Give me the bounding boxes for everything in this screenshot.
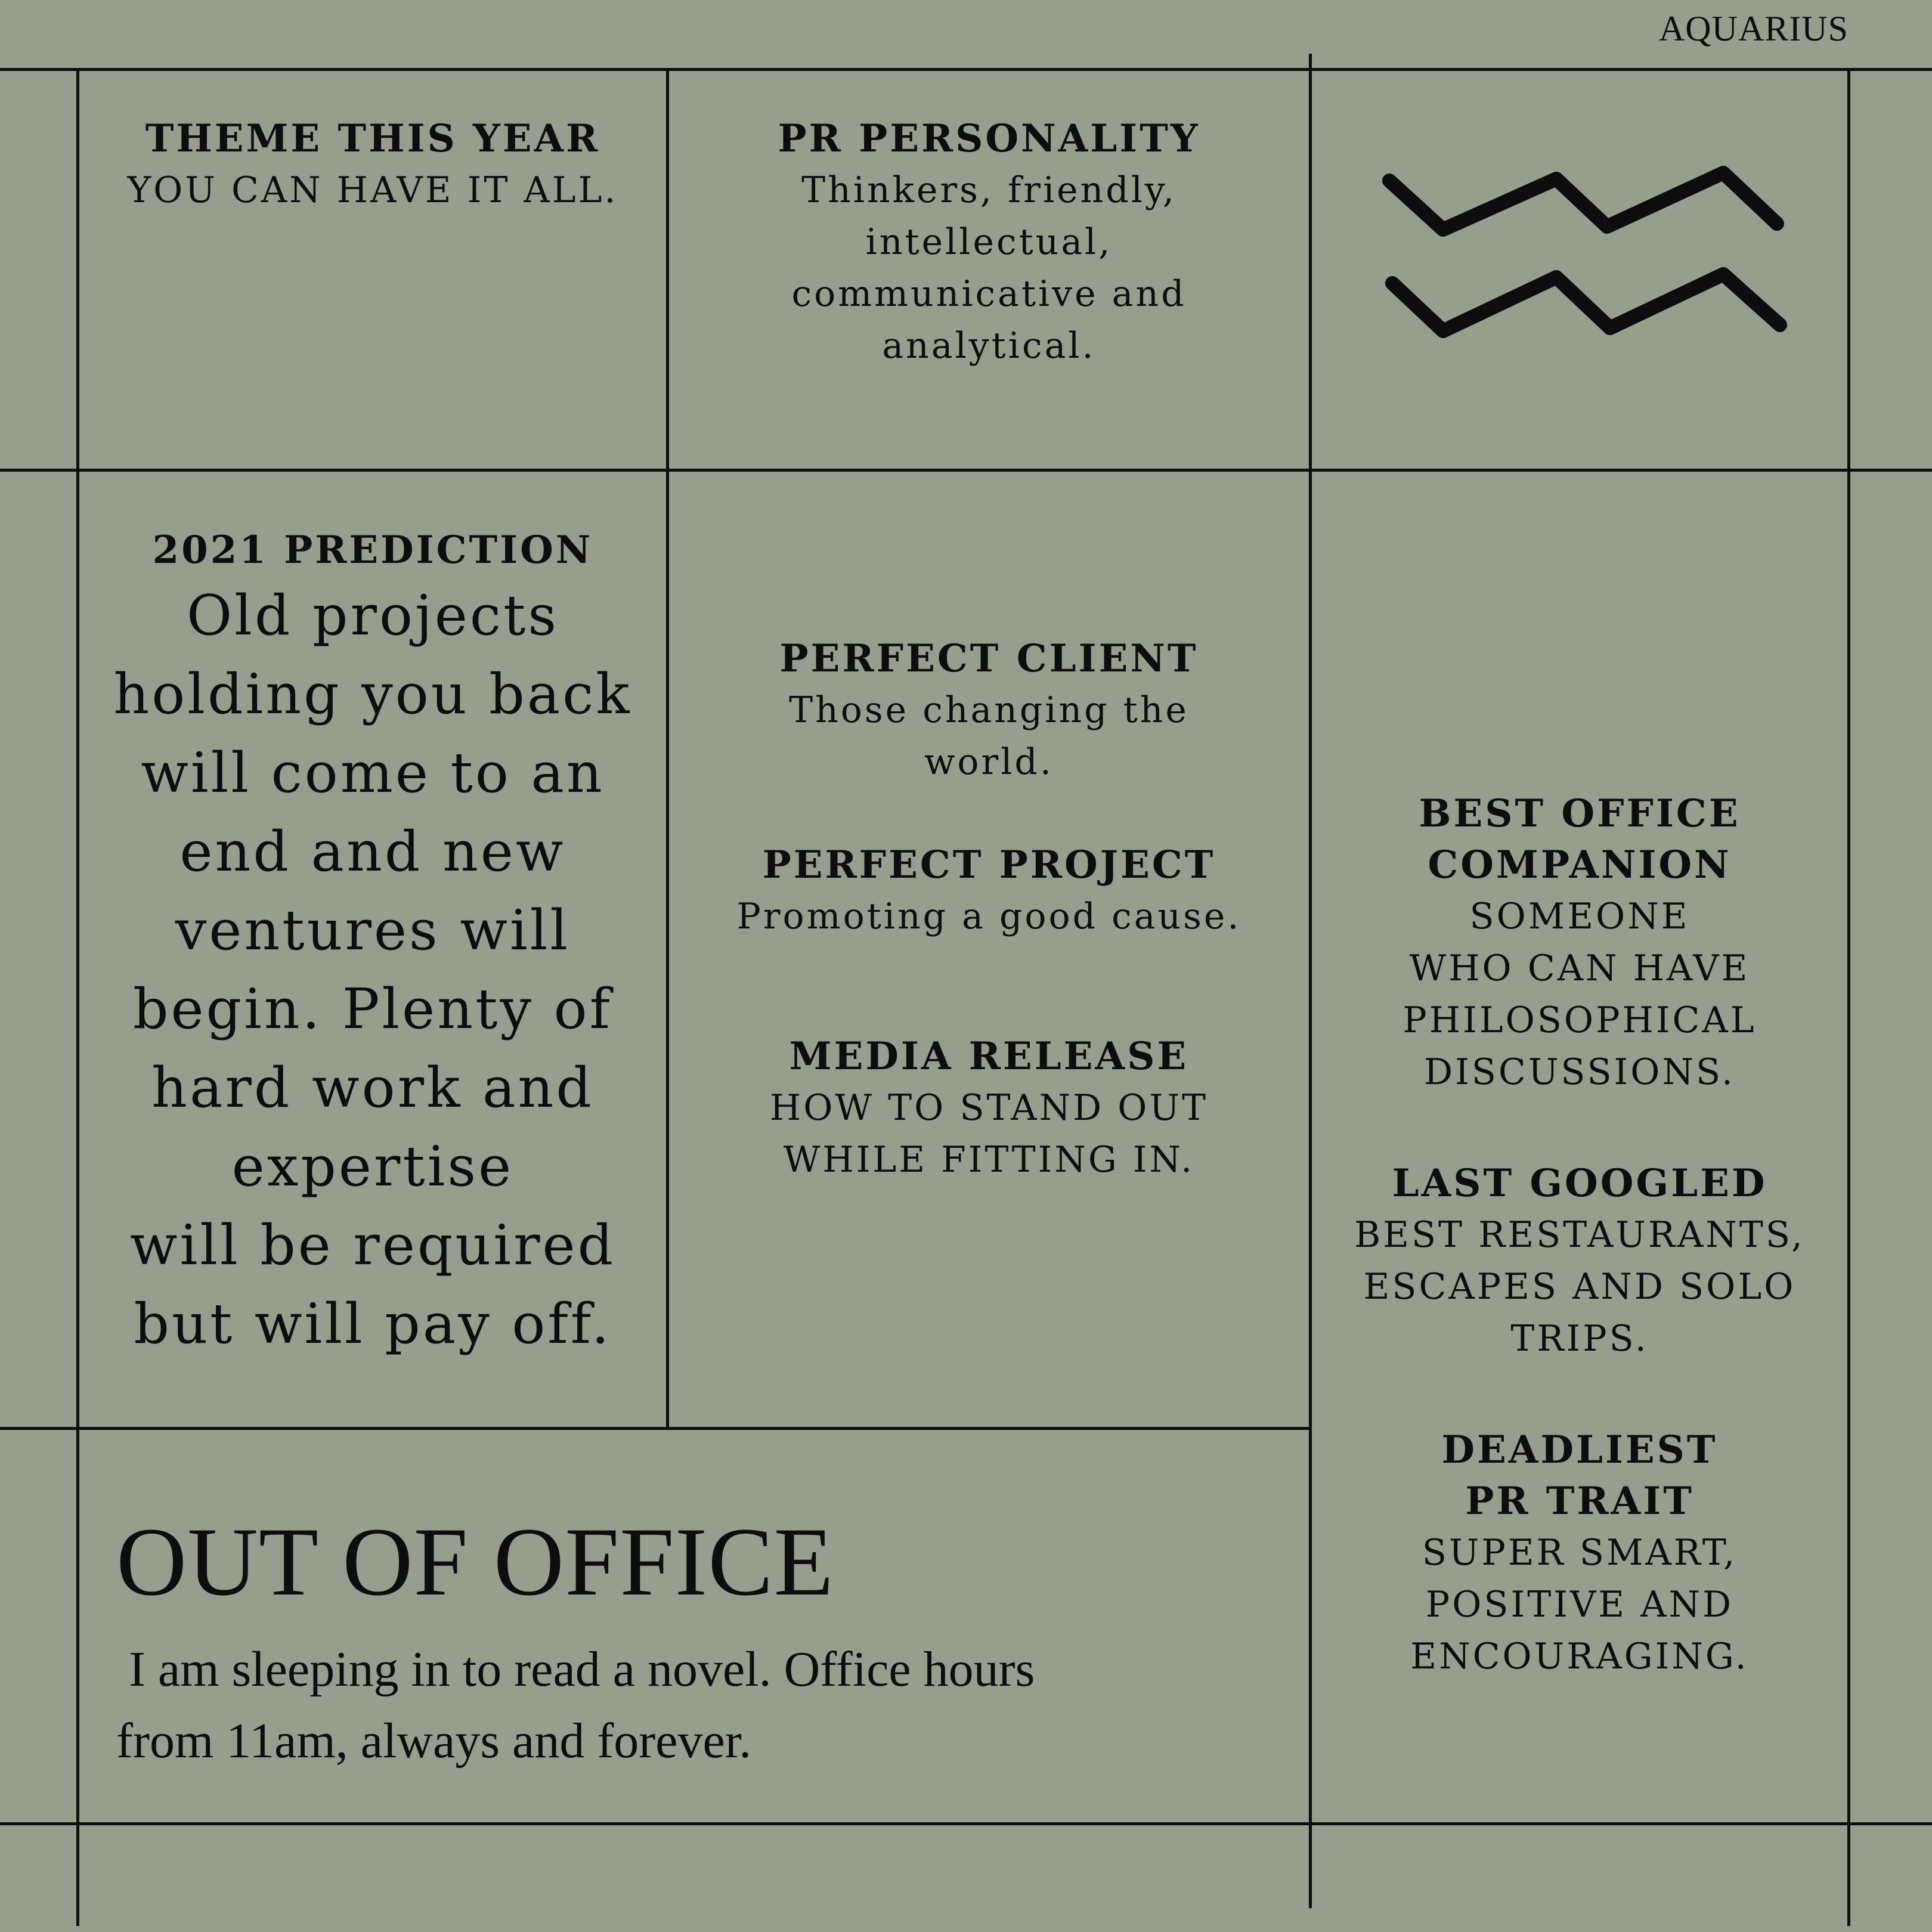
googled-line: BEST RESTAURANTS, (1354, 1214, 1805, 1256)
companion-line: SOMEONE (1469, 896, 1690, 937)
grid-line-row-2 (0, 1427, 1312, 1430)
grid-line-top (0, 68, 1932, 71)
aquarius-glyph-icon (1371, 161, 1801, 352)
grid-line-row-1 (0, 469, 1932, 472)
prediction-label: 2021 PREDICTION (152, 528, 593, 572)
trait-line: POSITIVE AND (1425, 1584, 1734, 1626)
companion-label: BEST OFFICE (1419, 791, 1741, 836)
theme-label: THEME THIS YEAR (145, 116, 600, 161)
trait-line: SUPER SMART, (1422, 1532, 1738, 1574)
out-of-office-title: OUT OF OFFICE (116, 1508, 834, 1616)
personality-line: Thinkers, friendly, (801, 169, 1176, 211)
googled-line: TRIPS. (1510, 1318, 1649, 1360)
companion-line: WHO CAN HAVE (1409, 948, 1750, 989)
prediction-line: but will pay off. (134, 1292, 612, 1356)
prediction-line: end and new (179, 819, 566, 884)
grid-line-col-right (1847, 68, 1850, 1926)
personality-line: communicative and (791, 273, 1187, 315)
googled-line: ESCAPES AND SOLO (1363, 1266, 1796, 1308)
prediction-text (79, 576, 666, 1363)
project-label: PERFECT PROJECT (762, 843, 1216, 887)
trait-label: PR TRAIT (1465, 1479, 1694, 1524)
theme-text: YOU CAN HAVE IT ALL. (127, 169, 618, 211)
client-label: PERFECT CLIENT (779, 636, 1199, 681)
personality-line: intellectual, (865, 221, 1113, 263)
personality-line: analytical. (882, 325, 1096, 367)
companion-line: PHILOSOPHICAL (1402, 999, 1757, 1041)
prediction-line: hard work and (151, 1055, 594, 1120)
out-of-office-line: I am sleeping in to read a novel. Office hours (116, 1642, 1035, 1697)
prediction-line: begin. Plenty of (132, 977, 612, 1041)
media-line: HOW TO STAND OUT (769, 1087, 1209, 1129)
companion-line: DISCUSSIONS. (1424, 1051, 1735, 1093)
personality-cell (669, 113, 1309, 372)
prediction-cell (79, 525, 666, 1363)
prediction-line: expertise (231, 1134, 514, 1199)
client-line: world. (924, 741, 1054, 783)
client-project-media-cell (669, 633, 1309, 1186)
media-line: WHILE FITTING IN. (783, 1139, 1195, 1181)
theme-cell (79, 113, 666, 216)
personality-label: PR PERSONALITY (778, 116, 1200, 161)
prediction-line: will come to an (141, 741, 605, 805)
prediction-line: holding you back (113, 662, 632, 726)
aquarius-wave-lower (1392, 274, 1780, 331)
prediction-line: will be required (129, 1213, 616, 1277)
prediction-line: ventures will (175, 898, 571, 962)
prediction-line: Old projects (186, 583, 559, 648)
grid-line-bottom (0, 1822, 1932, 1825)
right-column-cell (1312, 788, 1847, 1683)
sign-name: AQUARIUS (1658, 9, 1849, 48)
companion-label: COMPANION (1428, 843, 1732, 887)
project-text: Promoting a good cause. (736, 896, 1241, 937)
aquarius-wave-upper (1389, 173, 1777, 230)
client-line: Those changing the (789, 689, 1189, 731)
out-of-office-message (116, 1634, 1297, 1777)
out-of-office-line: from 11am, always and forever. (116, 1713, 752, 1769)
trait-line: ENCOURAGING. (1410, 1636, 1749, 1677)
trait-label: DEADLIEST (1441, 1428, 1718, 1472)
googled-label: LAST GOOGLED (1392, 1161, 1767, 1206)
media-label: MEDIA RELEASE (789, 1034, 1189, 1079)
